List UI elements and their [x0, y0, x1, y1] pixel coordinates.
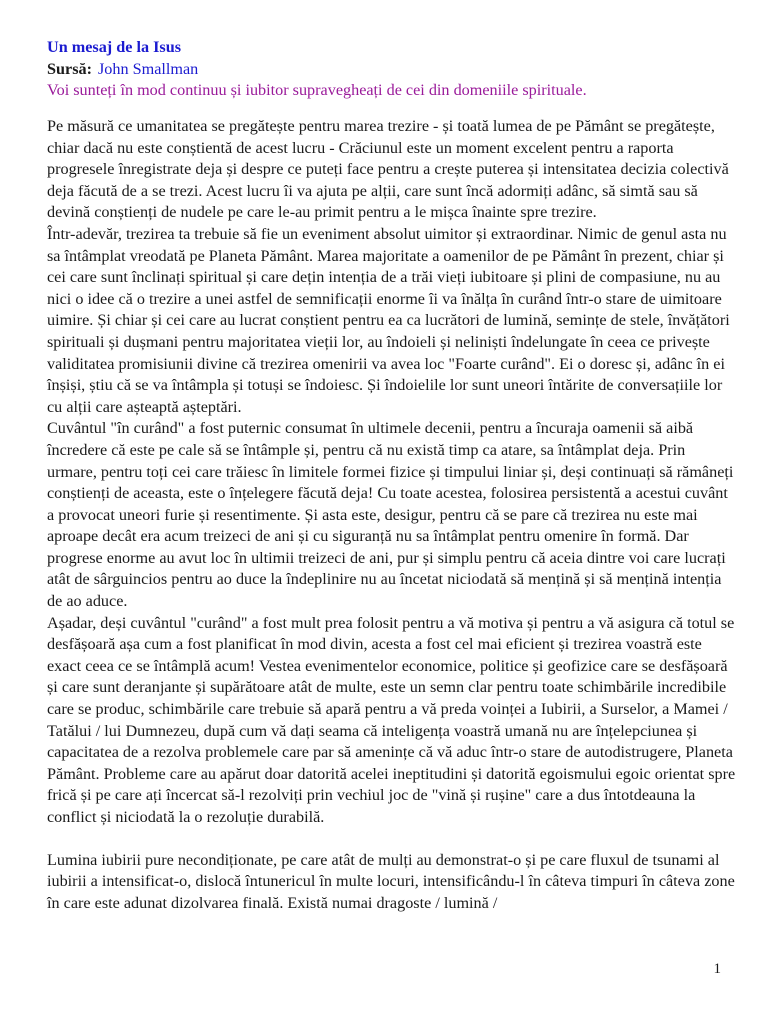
paragraph: Așadar, deși cuvântul "curând" a fost mult prea folosit pentru a vă motiva și pentru a vă asigura că totul se desfășoară așa cum a fost planificat în mod divin, acesta a fost cel mai eficient și trezirea voastră este exact ceea ce se întâmplă acum! Vestea evenimentelor economice, politice și geofizice care se desfășoară și care sunt deranjante și supărătoare atât de multe, este un semn clar pentru toate schimbările incredibile care se produc, schimbările care trebuie să apară pentru a vă preda voinței a Iubirii, a Surselor, a Mamei / Tatălui / lui Dumnezeu, după cum vă dați seama că inteligența voastră umană nu are înțelepciunea și capacitatea de a rezolva problemele care par să amenințe că vă aduc într-o stare de autodistrugere, Planeta Pământ. Probleme care au apărut doar datorită acelei ineptitudini și datorită egoismului egoic orientat spre frică și pe care ați încercat să-l rezolviți prin vechiul joc de "vină și rușine" care a dus întotdeauna la conflict și niciodată la o rezoluție durabilă. — [47, 613, 736, 826]
source-label: Sursă: — [47, 59, 92, 78]
document-header — [47, 37, 737, 102]
source-line — [47, 59, 737, 81]
document-body — [47, 116, 739, 914]
paragraph: Lumina iubirii pure necondiționate, pe care atât de mulți au demonstrat-o și pe care fluxul de tsunami al iubirii a intensificat-o, dislocă întunericul în multe locuri, intensificându-l în câteva timpuri în câteva zone în care este adunat dizolvarea finală. Există numai dragoste / lumină / — [47, 850, 735, 912]
source-author: John Smallman — [97, 59, 199, 78]
page-number: 1 — [713, 961, 721, 977]
paragraph: Într-adevăr, trezirea ta trebuie să fie un eveniment absolut uimitor și extraordinar. Nimic de genul asta nu sa întâmplat vreodată pe Planeta Pământ. Marea majoritate a oamenilor de pe Pământ în prezent, chiar și cei care sunt înclinați spiritual și care dețin intenția de a trăi vieți iubitoare și plini de compasiune, nu au nici o idee că o trezire a unei astfel de semnificații enorme îi va înălța în curând într-o stare de uimitoare uimire. Și chiar și cei care au lucrat conștient pentru ea ca lucrători de lumină, semințe de stele, învățători spirituali și dușmani pentru majoritatea vieții lor, au îndoieli și neliniști îndelungate în ceea ce privește validitatea promisiunii divine că trezirea omenirii va avea loc "Foarte curând". Ei o doresc și, adânc în ei înșiși, știu că se va întâmpla și totuși se îndoiesc. Și îndoielile lor sunt uneori întărite de conversațiile lor cu alții care așteaptă așteptări. — [47, 224, 730, 416]
paragraph: Pe măsură ce umanitatea se pregătește pentru marea trezire - și toată lumea de pe Pământ se pregătește, chiar dacă nu este conștientă de acest lucru - Crăciunul este un moment excelent pentru a raporta progresele înregistrate deja și despre ce puteți face pentru a crește puterea și intensitatea decizia colectivă deja făcută de a se trezi. Acest lucru îi va ajuta pe alții, care sunt încă adormiți adânc, să simtă sau să devină conștienți de nudele pe care le-au primit pentru a le mișca înainte spre trezire. — [47, 117, 729, 222]
document-title: Un mesaj de la Isus — [47, 38, 182, 56]
document-subtitle: Voi sunteți în mod continuu și iubitor supravegheați de cei din domeniile spirituale. — [47, 81, 587, 100]
paragraph: Cuvântul "în curând" a fost puternic consumat în ultimele decenii, pentru a încuraja oamenii să aibă încredere că este pe cale să se întâmple și, pentru că nu există timp ca atare, sa întâmplat deja. Prin urmare, pentru toți cei care trăiesc în limitele formei fizice și timpului liniar și, deși continuați să rămâneți conștienți de aceasta, este o înțelegere făcută deja! Cu toate acestea, folosirea persistentă a acestui cuvânt a provocat uneori furie și resentimente. Și asta este, desigur, pentru că se pare că trezirea nu este mai aproape decât era acum treizeci de ani și cu siguranță nu sa întâmplat pentru omenire în formă. Dar progrese enorme au avut loc în ultimii treizeci de ani, pur și simplu pentru că aceia dintre voi care lucrați atât de sârguincios pentru ao duce la îndeplinire nu au încetat niciodată să mențină și să mențină intenția de ao aduce. — [47, 419, 734, 611]
